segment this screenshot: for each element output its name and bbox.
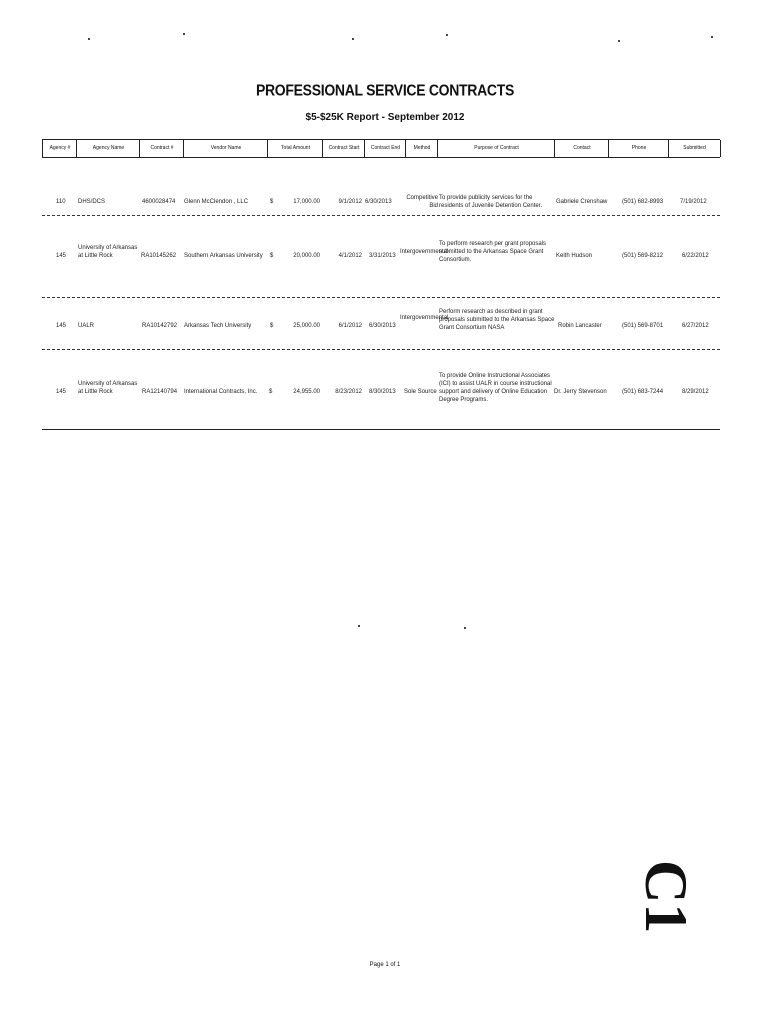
header-method: Method bbox=[405, 140, 438, 157]
cell-agency-name: UALR bbox=[78, 323, 95, 329]
cell-method: Sole Source bbox=[404, 389, 437, 395]
cell-contact: Robin Lancaster bbox=[558, 323, 602, 329]
cell-vendor-name: Glenn McClendon , LLC bbox=[184, 199, 249, 205]
cell-end: 8/30/2013 bbox=[369, 389, 396, 395]
cell-method: Intergovernmental bbox=[400, 315, 449, 321]
cell-agency-num: 145 bbox=[56, 253, 67, 259]
page-title: PROFESSIONAL SERVICE CONTRACTS bbox=[255, 81, 515, 99]
cell-amount: 20,000.00 bbox=[293, 253, 320, 259]
header-contract-start: Contract Start bbox=[322, 140, 365, 157]
cell-start: 4/1/2012 bbox=[338, 253, 362, 259]
cell-phone: (501) 683-7244 bbox=[622, 389, 664, 395]
cell-agency-name: University of Arkansas at Little Rock bbox=[78, 381, 138, 395]
cell-agency-num: 110 bbox=[56, 199, 66, 205]
cell-vendor-name: Arkansas Tech University bbox=[184, 323, 252, 329]
cell-purpose: Perform research as described in grant proposals submitted to the Arkansas Space Grant Consortium NASA bbox=[439, 309, 555, 331]
page-subtitle: $5-$25K Report - September 2012 bbox=[305, 112, 465, 123]
cell-amount: 17,000.00 bbox=[293, 199, 320, 205]
cell-end: 6/30/2013 bbox=[365, 199, 392, 205]
header-purpose: Purpose of Contract bbox=[437, 140, 555, 157]
header-phone: Phone bbox=[608, 140, 669, 157]
cell-method: Competitive Bid bbox=[406, 195, 438, 209]
header-contract-num: Contract # bbox=[139, 140, 184, 157]
cell-currency: $ bbox=[270, 323, 274, 329]
header-agency-num: Agency # bbox=[42, 140, 77, 157]
contracts-table bbox=[42, 139, 720, 430]
table-row bbox=[42, 298, 720, 350]
cell-contact: Gabriele Crenshaw bbox=[556, 199, 608, 205]
cell-purpose: To provide Online Instructional Associates (ICI) to assist UALR in course instructional support and delivery of Online Education Degree Programs. bbox=[439, 373, 552, 403]
cell-end: 3/31/2013 bbox=[369, 253, 396, 259]
header-total-amount: Total Amount bbox=[267, 140, 323, 157]
cell-submitted: 6/27/2012 bbox=[682, 323, 709, 329]
table-row bbox=[42, 158, 720, 216]
table-header bbox=[42, 139, 720, 158]
cell-amount: 25,000.00 bbox=[293, 323, 320, 329]
cell-currency: $ bbox=[270, 253, 274, 259]
cell-agency-num: 145 bbox=[56, 323, 67, 329]
table-row bbox=[42, 216, 720, 298]
cell-vendor-name: Southern Arkansas University bbox=[184, 253, 263, 259]
page-stamp: C1 bbox=[633, 860, 699, 934]
cell-agency-name: DHS/DCS bbox=[78, 199, 106, 205]
cell-submitted: 6/22/2012 bbox=[682, 253, 709, 259]
header-contract-end: Contract End bbox=[364, 140, 406, 157]
cell-currency: $ bbox=[269, 389, 273, 395]
page-footer: Page 1 of 1 bbox=[369, 962, 401, 968]
cell-start: 8/23/2012 bbox=[335, 389, 362, 395]
cell-purpose: To provide publicity services for the residents of Juvenile Detention Center. bbox=[439, 195, 543, 209]
cell-submitted: 7/19/2012 bbox=[680, 199, 707, 205]
cell-phone: (501) 569-8212 bbox=[622, 253, 664, 259]
cell-end: 6/30/2013 bbox=[369, 323, 396, 329]
cell-submitted: 8/29/2012 bbox=[682, 389, 709, 395]
cell-vendor-name: International Contracts, Inc. bbox=[184, 389, 258, 395]
header-agency-name: Agency Name bbox=[76, 140, 140, 157]
cell-contact: Dr. Jerry Stevenson bbox=[554, 389, 607, 395]
cell-amount: 24,955.00 bbox=[293, 389, 320, 395]
header-contact: Contact bbox=[554, 140, 609, 157]
cell-currency: $ bbox=[270, 199, 274, 205]
cell-contract-num: RA10145262 bbox=[141, 253, 177, 259]
header-submitted: Submitted bbox=[668, 140, 721, 157]
cell-contract-num: RA10142792 bbox=[142, 323, 178, 329]
cell-phone: (501) 682-8993 bbox=[622, 199, 664, 205]
table-row bbox=[42, 350, 720, 430]
header-vendor-name: Vendor Name bbox=[183, 140, 268, 157]
cell-contract-num: 4600028474 bbox=[142, 199, 176, 205]
cell-purpose: To perform research per grant proposals submitted to the Arkansas Space Grant Consortium. bbox=[439, 241, 547, 263]
cell-phone: (501) 569-8701 bbox=[622, 323, 664, 329]
cell-method: Intergovernmental bbox=[400, 249, 449, 255]
cell-start: 9/1/2012 bbox=[338, 199, 362, 205]
cell-contract-num: RA12140794 bbox=[142, 389, 178, 395]
cell-agency-num: 145 bbox=[56, 389, 67, 395]
cell-contact: Keith Hudson bbox=[556, 253, 593, 259]
cell-agency-name: University of Arkansas at Little Rock bbox=[78, 245, 138, 259]
cell-start: 6/1/2012 bbox=[338, 323, 362, 329]
